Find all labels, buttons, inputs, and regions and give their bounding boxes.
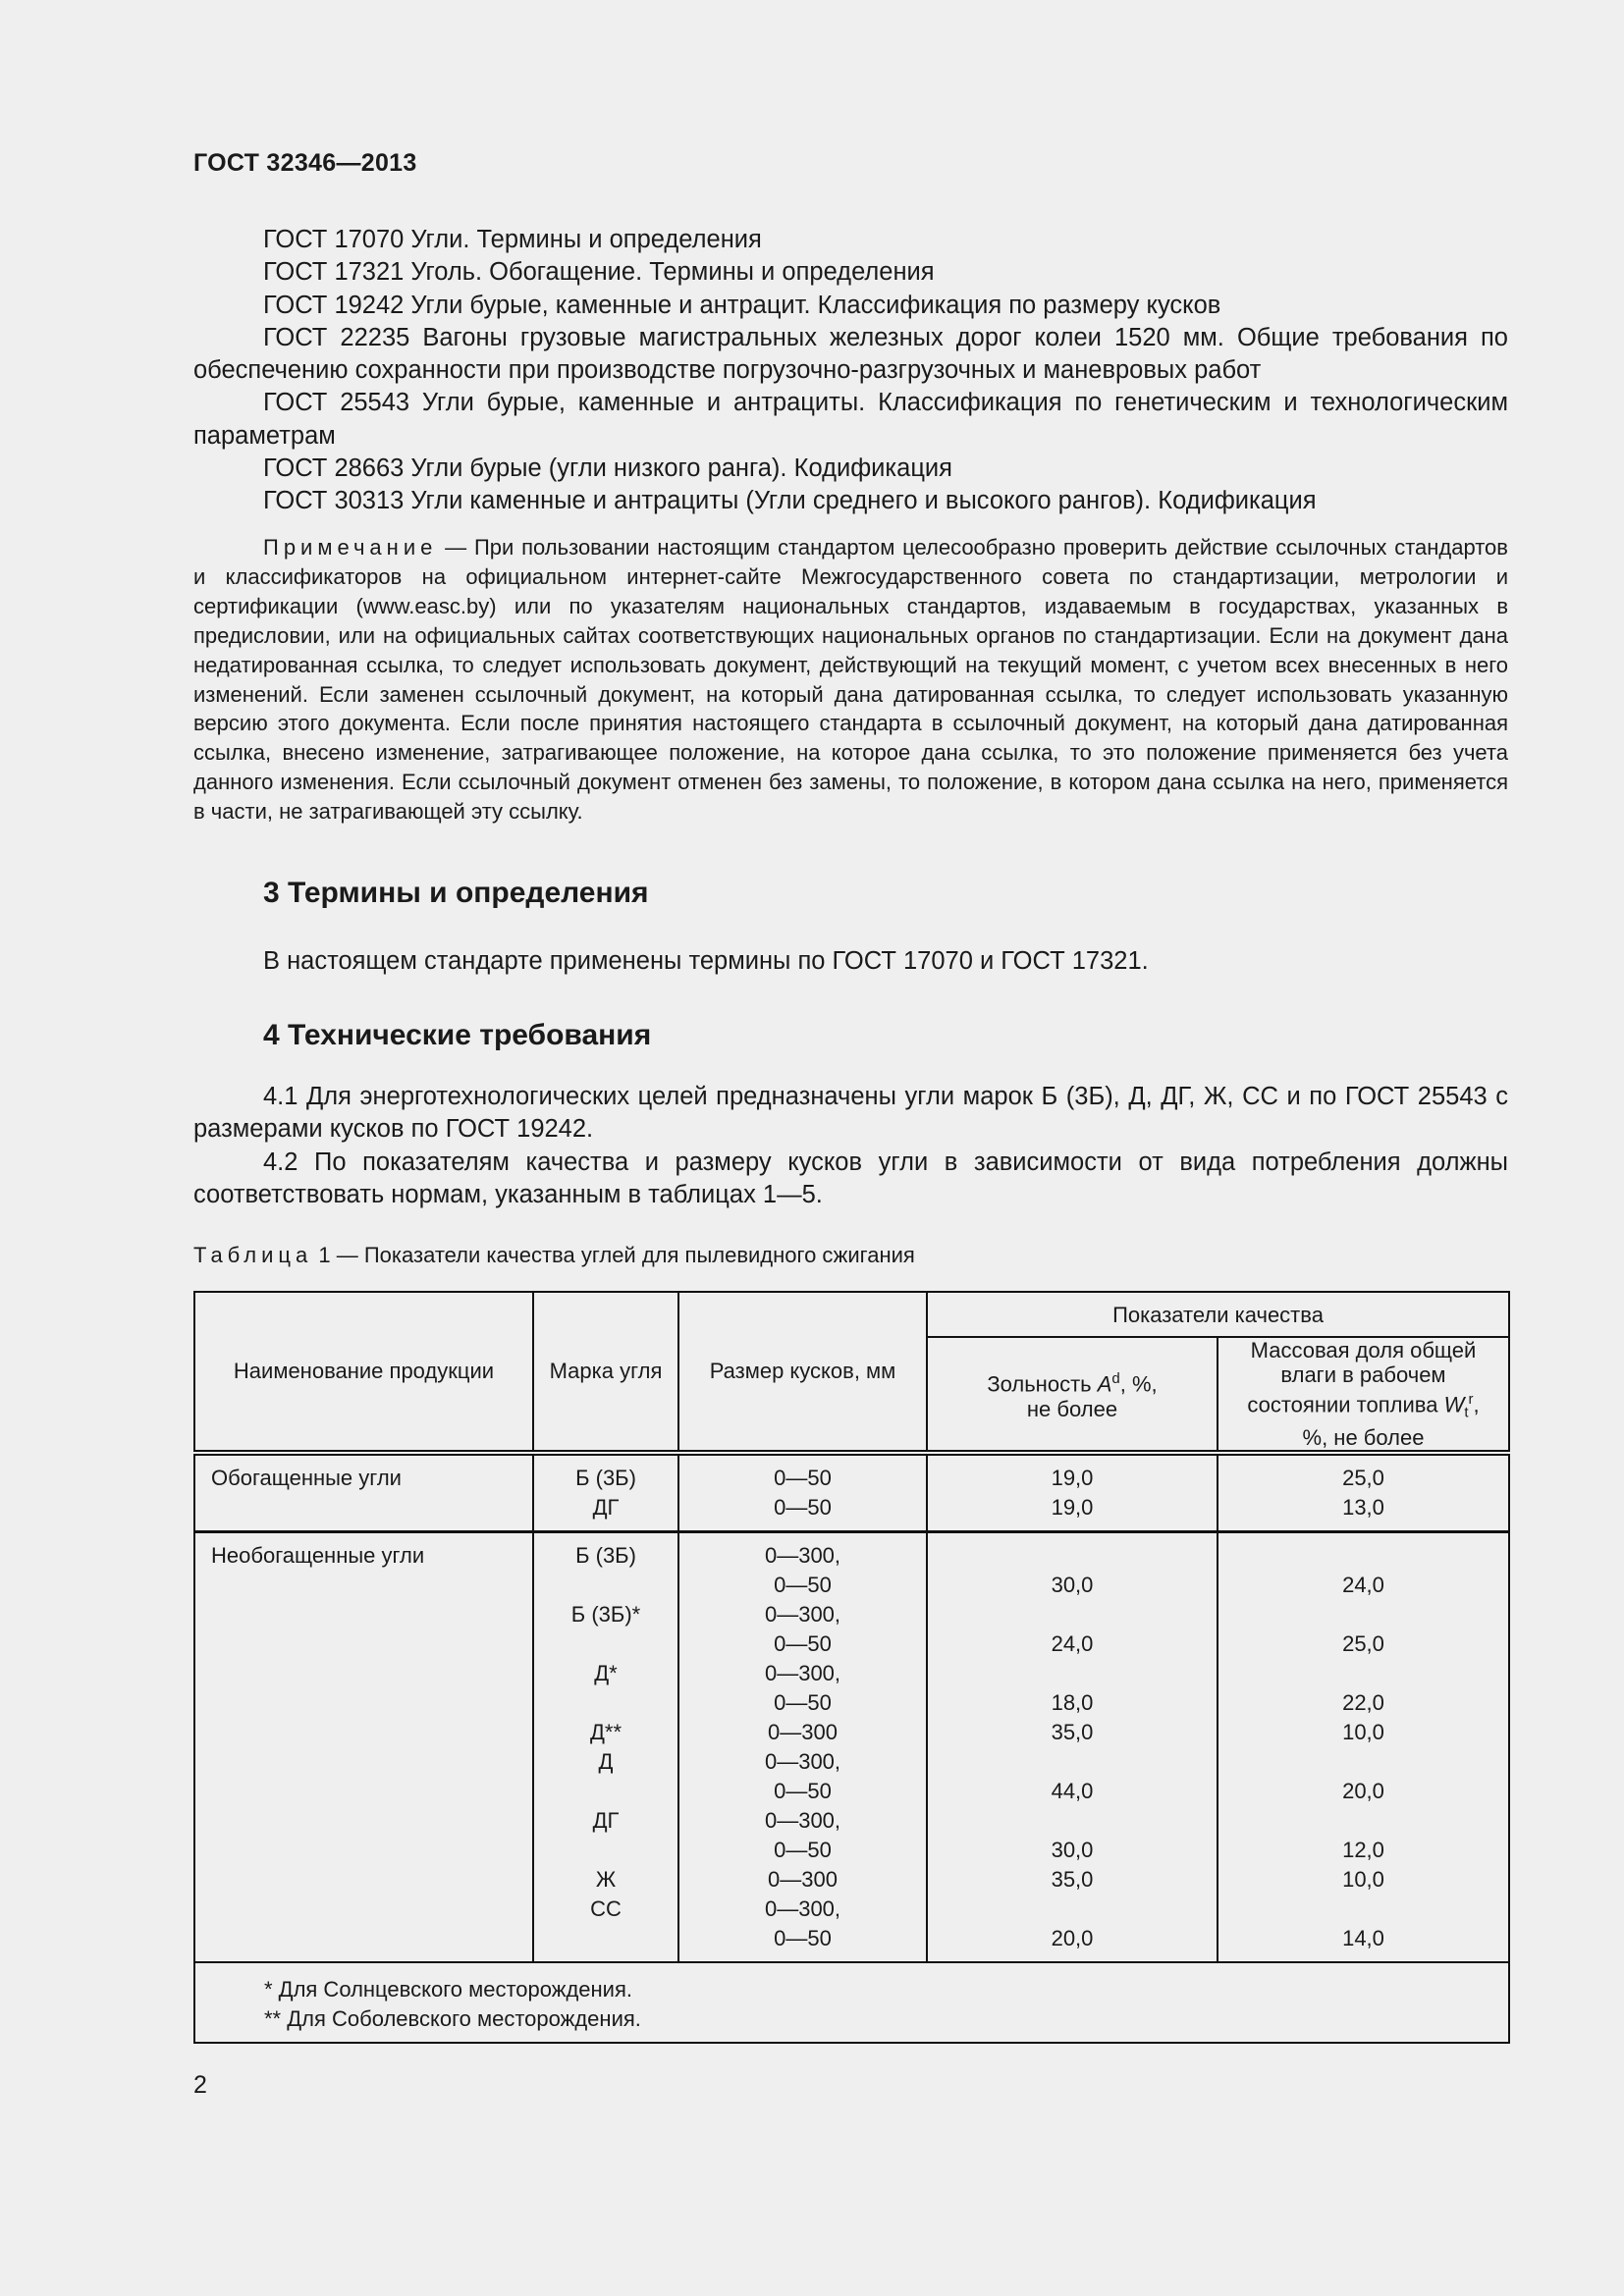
grade-value [534,1924,677,1953]
moisture-value [1218,1895,1508,1924]
table-1 [193,1291,1510,2044]
size-value: 0—300, [764,1896,841,1921]
grade-value: Б (3Б) [575,1465,636,1490]
grade-value [534,1777,677,1806]
table-row-enriched [194,1453,1509,1532]
reference-item: ГОСТ 17070 Угли. Термины и определения [263,226,762,253]
ash-value: 35,0 [1051,1866,1094,1892]
section-3-text: В настоящем стандарте применены термины по ГОСТ 17070 и ГОСТ 17321. [263,947,1149,975]
moisture-value: 24,0 [1342,1572,1384,1597]
size-value: 0—50 [774,1778,832,1803]
size-value: 0—300 [768,1866,838,1892]
table-1-caption [193,1243,915,1268]
grade-cell [533,1453,678,1532]
grade-value: Ж [595,1866,617,1892]
ash-value: 30,0 [1051,1837,1094,1862]
reference-item: ГОСТ 28663 Угли бурые (угли низкого ранга). Кодификация [263,454,952,483]
moisture-value [1218,1541,1508,1571]
header-moisture-line2: влаги в рабочем [1280,1362,1446,1387]
ash-value: 18,0 [1051,1689,1094,1715]
moisture-value [1218,1659,1508,1688]
ash-value: 19,0 [1051,1494,1094,1520]
footnote: * Для Солнцевского месторождения. [264,1976,632,2002]
grade-value [534,1836,677,1865]
ash-cell [927,1531,1218,1962]
size-cell [678,1453,927,1532]
header-moisture-line4: %, не более [1302,1424,1425,1450]
section-4-2-text: 4.2 По показателям качества и размеру кусков угли в зависимости от вида потребления должны соответствовать нормам, указанным в таблицах 1—5. [193,1148,1508,1209]
grade-value: Д** [589,1719,623,1744]
reference-item: ГОСТ 30313 Угли каменные и антрациты (Угли среднего и высокого рангов). Кодификация [263,487,1317,515]
table-caption-label: Таблица [193,1243,313,1267]
size-value: 0—50 [774,1494,832,1520]
moisture-value: 14,0 [1342,1925,1384,1950]
moisture-value: 10,0 [1342,1719,1384,1744]
size-cell [678,1531,927,1962]
table-row-unenriched [194,1531,1509,1962]
header-quality-group: Показатели качества [927,1292,1509,1337]
ash-value: 19,0 [1051,1465,1094,1490]
ash-value: 20,0 [1051,1925,1094,1950]
ash-value: 35,0 [1051,1719,1094,1744]
ash-value [928,1600,1217,1629]
size-value: 0—50 [774,1925,832,1950]
moisture-value: 20,0 [1342,1778,1384,1803]
moisture-value [1218,1747,1508,1777]
grade-value [534,1688,677,1718]
size-value: 0—300, [764,1660,841,1685]
ash-value [928,1895,1217,1924]
header-ash [927,1337,1218,1453]
size-value: 0—300 [768,1719,838,1744]
header-product: Наименование продукции [194,1292,533,1453]
moisture-value: 12,0 [1342,1837,1384,1862]
note-text: При пользовании настоящим стандартом целесообразно проверить действие ссылочных стандартов и классификаторов на официальном интернет-сайте Межгосударственного совета по стандартизации, метрологии и сертификации (www.easc.by) или по указателям национальных стандартов, издаваемым в государствах, указанных в предисловии, или на официальных сайтах соответствующих национальных органов по стандартизации. Если на документ дана недатированная ссылка, то следует использовать документ, действующий на текущий момент, с учетом всех внесенных в него изменений. Если заменен ссылочный документ, на который дана датированная ссылка, то следует использовать указанную версию этого документа. Если после принятия настоящего стандарта в ссылочный документ, на который дана датированная ссылка, внесено изменение, затрагивающее положение, на которое дана ссылка, то это положение применяется без учета данного изменения. Если ссылочный документ отменен без замены, то положение, в котором дана ссылка на него, применяется в части, не затрагивающей эту ссылку. [193,535,1508,825]
ash-value: 44,0 [1051,1778,1094,1803]
grade-value: Д [598,1748,614,1774]
page-number: 2 [193,2071,207,2099]
ash-value [928,1659,1217,1688]
size-value: 0—50 [774,1465,832,1490]
size-value: 0—300, [764,1542,841,1568]
reference-item: ГОСТ 22235 Вагоны грузовые магистральных железных дорог колеи 1520 мм. Общие требования по обеспечению сохранности при производстве погрузочно-разгрузочных и маневровых работ [193,323,1508,385]
product-name: Необогащенные угли [211,1542,425,1568]
ash-value [928,1541,1217,1571]
header-ash-label: Зольность [987,1371,1098,1397]
grade-value: Б (3Б) [575,1542,636,1568]
size-value: 0—300, [764,1601,841,1627]
ash-superscript: d [1111,1370,1120,1388]
moisture-subscript: t [1464,1404,1469,1421]
ash-value: 24,0 [1051,1630,1094,1656]
header-ash-limit: не более [1026,1396,1118,1421]
size-value: 0—300, [764,1807,841,1833]
grade-value: ДГ [592,1807,620,1833]
product-name-cell [194,1453,533,1532]
document-id: ГОСТ 32346—2013 [193,149,417,177]
moisture-comma: , [1473,1392,1480,1417]
ash-value: 30,0 [1051,1572,1094,1597]
moisture-value: 10,0 [1342,1866,1384,1892]
note-dash: — [437,535,474,560]
grade-value: ДГ [592,1494,620,1520]
note-label: Примечание [263,535,438,560]
moisture-cell [1218,1453,1509,1532]
moisture-value [1218,1806,1508,1836]
grade-value: Б (3Б)* [570,1601,641,1627]
reference-item: ГОСТ 19242 Угли бурые, каменные и антрацит. Классификация по размеру кусков [263,291,1221,319]
grade-value [534,1629,677,1659]
section-3-title: 3 Термины и определения [263,877,649,909]
table-caption-text: 1 — Показатели качества углей для пылевидного сжигания [312,1243,915,1267]
ash-value [928,1806,1217,1836]
grade-cell [533,1531,678,1962]
normative-references [193,224,1508,518]
note-paragraph [193,533,1508,827]
moisture-value: 25,0 [1342,1630,1384,1656]
size-value: 0—300, [764,1748,841,1774]
size-value: 0—50 [774,1689,832,1715]
moisture-superscript: r [1468,1391,1474,1408]
moisture-value [1218,1600,1508,1629]
moisture-value: 25,0 [1342,1465,1384,1490]
reference-item: ГОСТ 17321 Уголь. Обогащение. Термины и определения [263,258,935,287]
header-moisture-line1: Массовая доля общей [1250,1338,1477,1362]
footnotes-cell [194,1962,1509,2043]
reference-item: ГОСТ 25543 Угли бурые, каменные и антрациты. Классификация по генетическим и технологическим параметрам [193,389,1508,450]
product-name-cell [194,1531,533,1962]
ash-symbol: A [1097,1371,1112,1397]
moisture-value: 22,0 [1342,1689,1384,1715]
header-ash-unit: , %, [1119,1371,1158,1397]
grade-value: Д* [594,1660,618,1685]
size-value: 0—50 [774,1837,832,1862]
grade-value: СС [590,1896,622,1921]
header-moisture-line3: состоянии топлива [1247,1392,1444,1417]
product-name: Обогащенные угли [211,1465,402,1490]
ash-value [928,1747,1217,1777]
moisture-symbol: W [1443,1392,1465,1417]
size-value: 0—50 [774,1630,832,1656]
grade-value [534,1571,677,1600]
ash-cell [927,1453,1218,1532]
moisture-value: 13,0 [1342,1494,1384,1520]
section-4-1-text: 4.1 Для энерготехнологических целей предназначены угли марок Б (3Б), Д, ДГ, Ж, СС и по ГОСТ 25543 с размерами кусков по ГОСТ 19242. [193,1083,1508,1144]
header-moisture [1218,1337,1509,1453]
header-size: Размер кусков, мм [678,1292,927,1453]
size-value: 0—50 [774,1572,832,1597]
moisture-cell [1218,1531,1509,1962]
section-4-title: 4 Технические требования [263,1019,652,1051]
table-footnotes [194,1962,1509,2043]
footnote: ** Для Соболевского месторождения. [264,2005,641,2031]
header-grade: Марка угля [533,1292,678,1453]
